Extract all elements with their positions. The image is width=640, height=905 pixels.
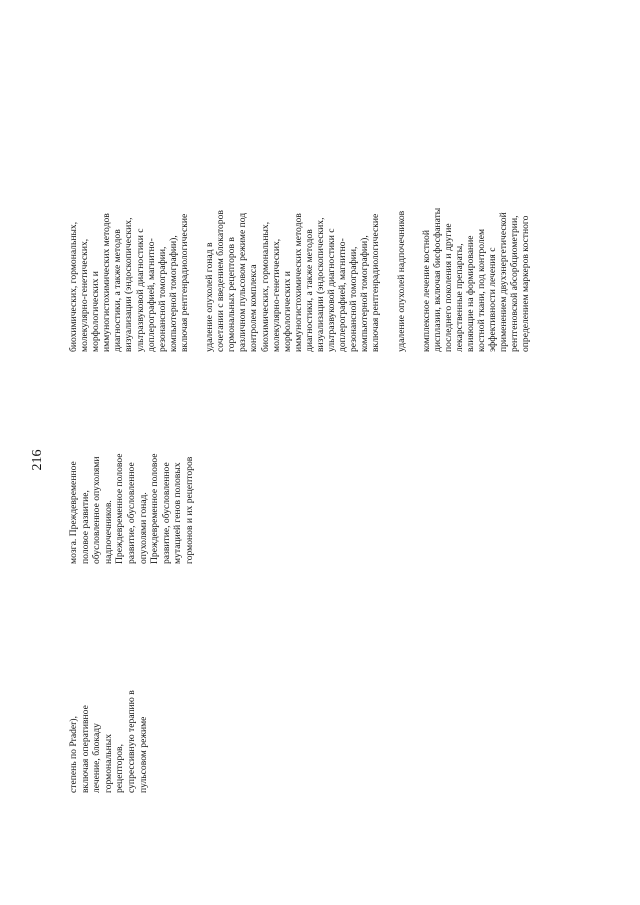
text-line: гормональных рецепторов в xyxy=(226,237,238,352)
text-line: влияющие на формирование xyxy=(465,235,476,352)
text-line: визуализации (эндоскопических, xyxy=(314,217,326,352)
text-line: контролем комплекса xyxy=(248,264,260,352)
text-line: гормональных xyxy=(102,733,114,793)
page-number: 216 xyxy=(30,449,45,471)
text-line: Преждевременное половое xyxy=(149,453,161,564)
text-line: иммуногистохимических методов xyxy=(292,213,304,352)
text-line: мозга. Преждевременное xyxy=(68,461,79,564)
text-line: морфологических и xyxy=(281,271,293,352)
text-line: удаление опухолей надпочечников xyxy=(395,210,407,352)
paragraph-gap xyxy=(382,208,396,352)
text-column-treatment-1 xyxy=(68,690,149,793)
paragraph-gap xyxy=(190,208,204,352)
text-column-methods xyxy=(68,208,532,352)
text-line: развитие, обусловленное xyxy=(125,462,137,564)
text-line: ультразвуковой диагностики с xyxy=(326,228,338,352)
text-line: диагностики, а также методов xyxy=(303,229,315,352)
text-line: половое развитие, xyxy=(79,490,91,564)
text-line: эффективности лечения с xyxy=(487,247,499,352)
text-line: включая оперативное xyxy=(79,705,91,793)
text-line: рентгеновской абсорбциометрии, xyxy=(509,215,521,352)
text-line: биохимических, гормональных, xyxy=(68,221,79,352)
text-line: лечение, блокаду xyxy=(91,723,103,793)
text-line: степень по Prader), xyxy=(68,716,79,793)
text-line: доплерографией, магнитно- xyxy=(145,238,157,352)
text-line: надпочечников. xyxy=(102,500,114,564)
text-line: морфологических и xyxy=(90,271,102,352)
text-line: иммуногистохимических методов xyxy=(101,213,113,352)
text-column-diagnoses xyxy=(68,453,196,564)
text-line: компьютерной томографии), xyxy=(167,235,179,352)
text-line: компьютерной томографии), xyxy=(359,235,371,352)
text-line: супрессивную терапию в xyxy=(125,690,137,793)
text-line: определением маркеров костного xyxy=(520,215,532,352)
paragraph-gap xyxy=(407,208,421,352)
text-line: резонансной томографии, xyxy=(348,246,360,352)
text-line: резонансной томографии, xyxy=(156,246,168,352)
text-line: развитие, обусловленное xyxy=(160,462,172,564)
text-line: диагностики, а также методов xyxy=(112,229,124,352)
text-line: мутацией генов половых xyxy=(172,462,184,564)
text-line: последнего поколения и другие xyxy=(442,223,454,352)
text-line: обусловленное опухолями xyxy=(91,456,103,564)
text-line: костной ткани, под контролем xyxy=(476,228,488,352)
text-line: биохимических, гормональных, xyxy=(259,221,271,352)
text-line: различном пульсовом режиме под xyxy=(237,212,249,352)
text-line: удаление опухолей гонад в xyxy=(204,242,216,352)
text-line: применением двухэнергетической xyxy=(498,212,510,352)
text-line: комплексное лечение костной xyxy=(420,230,432,352)
text-line: пульсовом режиме xyxy=(137,716,149,793)
text-line: ультразвуковой диагностики с xyxy=(134,228,146,352)
text-line: доплерографией, магнитно- xyxy=(337,238,349,352)
text-line: молекулярно-генетических, xyxy=(79,238,91,352)
text-line: молекулярно-генетических, xyxy=(270,238,282,352)
text-line: лекарственные препараты, xyxy=(453,243,465,352)
text-line: включая рентгенрадиологические xyxy=(178,213,190,352)
text-line: визуализации (эндоскопических, xyxy=(123,217,135,352)
text-line: гормонов и их рецепторов xyxy=(183,456,195,564)
text-line: сочетании с введением блокаторов xyxy=(215,210,227,352)
text-line: рецепторов, xyxy=(114,744,126,793)
text-line: включая рентгенрадиологические xyxy=(370,213,382,352)
text-line: опухолями гонад. xyxy=(137,492,149,564)
text-line: Преждевременное половое xyxy=(114,453,126,564)
text-line: дисплазии, включая бисфосфанаты xyxy=(431,207,443,352)
